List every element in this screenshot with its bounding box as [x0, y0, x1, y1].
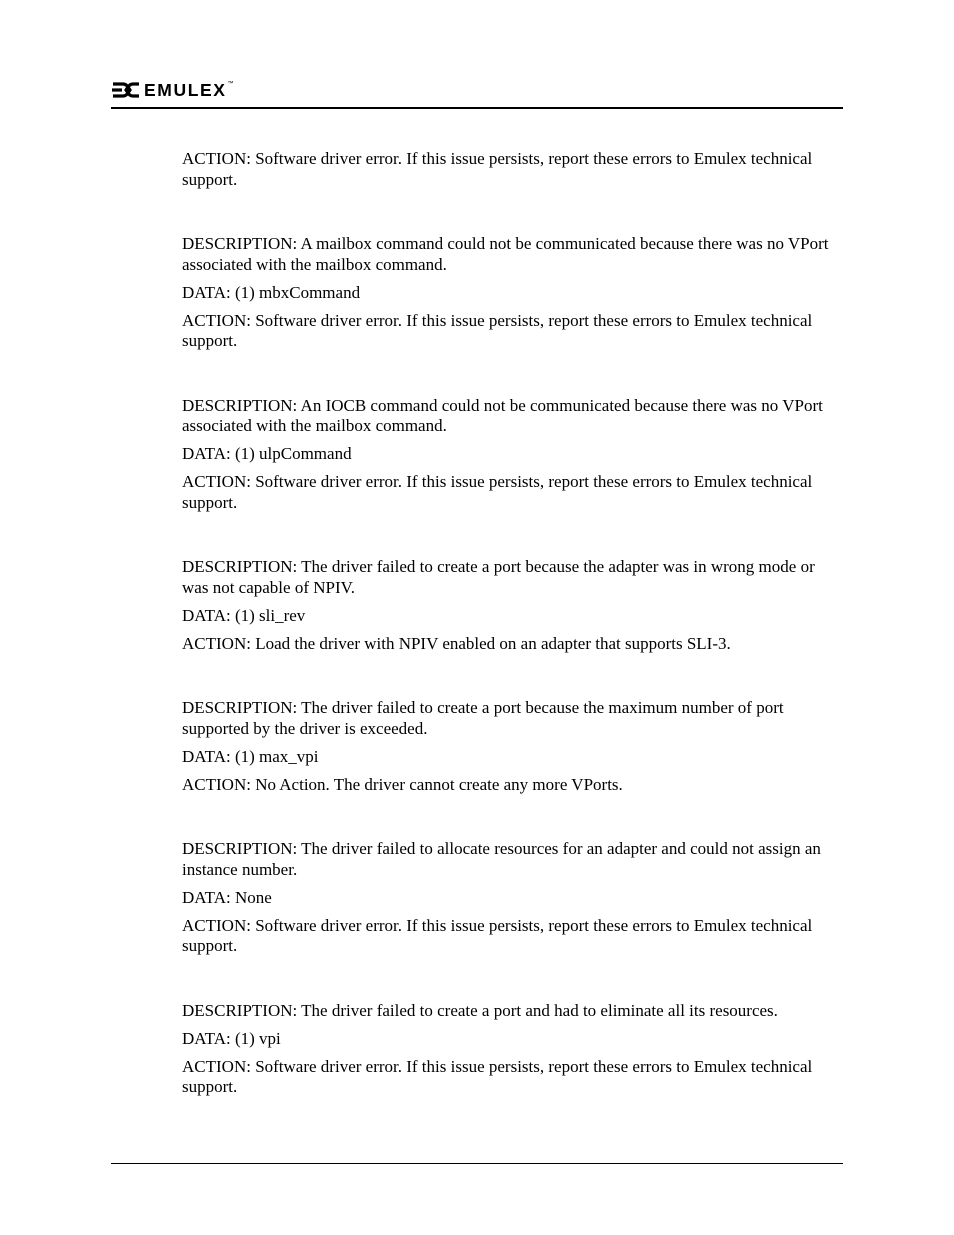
page-content — [182, 149, 843, 1098]
action-text: ACTION: No Action. The driver cannot create any more VPorts. — [182, 774, 623, 794]
message-entry — [182, 234, 843, 352]
data-text: DATA: (1) ulpCommand — [182, 444, 352, 463]
message-entry — [182, 396, 843, 514]
message-entry — [182, 698, 843, 795]
action-text: ACTION: Software driver error. If this issue persists, report these errors to Emulex technical support. — [182, 149, 813, 189]
data-text: DATA: (1) max_vpi — [182, 746, 319, 766]
action-text: ACTION: Software driver error. If this issue persists, report these errors to Emulex technical support. — [182, 915, 813, 955]
action-text: ACTION: Software driver error. If this issue persists, report these errors to Emulex technical support. — [182, 1056, 813, 1096]
data-text: DATA: (1) mbxCommand — [182, 282, 361, 302]
data-text: DATA: (1) vpi — [182, 1028, 281, 1048]
logo-wordmark: EMULEX — [144, 80, 227, 100]
page-header — [111, 80, 843, 110]
message-entry — [182, 839, 843, 957]
action-text: ACTION: Load the driver with NPIV enabled on an adapter that supports SLI-3. — [182, 633, 731, 653]
footer-rule — [111, 1163, 843, 1164]
data-text: DATA: None — [182, 887, 272, 907]
description-text: DESCRIPTION: The driver failed to allocate resources for an adapter and could not assign an instance number. — [182, 839, 821, 879]
description-text: DESCRIPTION: The driver failed to create a port and had to eliminate all its resources. — [182, 1000, 778, 1020]
message-entry — [182, 557, 843, 654]
emulex-logo-icon — [111, 80, 141, 100]
message-entry — [182, 1001, 843, 1098]
description-text: DESCRIPTION: The driver failed to create a port because the maximum number of port supported by the driver is exceeded. — [182, 698, 784, 738]
data-text: DATA: (1) sli_rev — [182, 605, 306, 625]
description-text: DESCRIPTION: The driver failed to create a port because the adapter was in wrong mode or was not capable of NPIV. — [182, 557, 815, 597]
logo-trademark: ™ — [227, 81, 234, 87]
header-rule — [111, 107, 843, 109]
action-text: ACTION: Software driver error. If this issue persists, report these errors to Emulex technical support. — [182, 310, 813, 350]
description-text: DESCRIPTION: A mailbox command could not be communicated because there was no VPort associated with the mailbox command. — [182, 234, 829, 274]
description-text: DESCRIPTION: An IOCB command could not be communicated because there was no VPort associated with the mailbox command. — [182, 395, 823, 435]
action-text: ACTION: Software driver error. If this issue persists, report these errors to Emulex technical support. — [182, 472, 813, 512]
message-entry — [182, 149, 843, 190]
emulex-logo — [111, 80, 234, 100]
